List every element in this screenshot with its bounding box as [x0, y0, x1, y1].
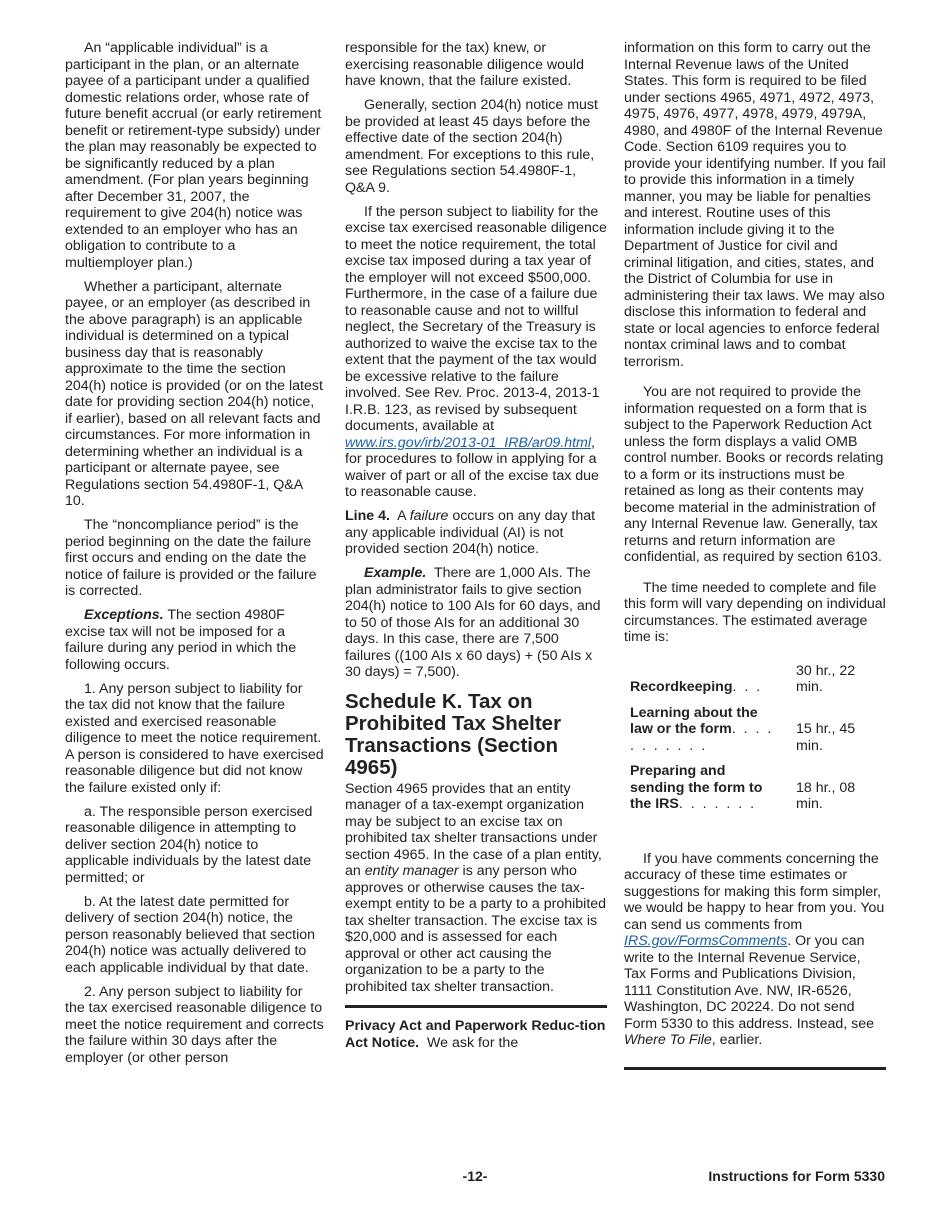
continued-paragraph: responsible for the tax) knew, or exercising reasonable diligence would have known, that the failure existed.: [345, 40, 584, 89]
comments-text-c: , earlier.: [711, 1032, 763, 1048]
page-footer: [65, 1168, 885, 1188]
privacy-act-heading: Privacy Act and Paperwork Reduc-tion Act Notice.: [345, 1018, 606, 1051]
time-needed-paragraph: The time needed to complete and file this form will vary depending on individual circumstances. The estimated average time is:: [624, 579, 886, 645]
schedule-k-paragraph: [345, 781, 607, 996]
section-divider: [345, 1005, 607, 1008]
time-row-preparing: [624, 760, 886, 819]
leader-dots: . . . . . . . . . . .: [630, 721, 774, 754]
exceptions-paragraph: [65, 607, 325, 673]
example-text: There are 1,000 AIs. The plan administrator fails to give section 204(h) notice to 100 AIs for 60 days, and to 50 of those AIs for an additional 30 days. In this case, there are 7,500 failures ((100 AIs x 60 days) + (50 AIs x 30 days) = 7,500).: [345, 565, 601, 680]
irb-link[interactable]: www.irs.gov/irb/2013-01_IRB/ar09.html: [345, 434, 592, 451]
line-4-paragraph: [345, 508, 607, 558]
time-value: 30 hr., 22 min.: [796, 662, 856, 695]
exception-item-a: a. The responsible person exercised reasonable diligence in attempting to deliver section 204(h) notice to applicable individuals by the latest date permitted; or: [65, 803, 313, 886]
where-to-file-emphasis: Where To File: [624, 1032, 712, 1048]
privacy-act-paragraph: [345, 1018, 607, 1051]
line-4-emphasis: failure: [409, 508, 449, 524]
time-value: 18 hr., 08 min.: [796, 779, 856, 812]
exception-item-1: 1. Any person subject to liability for the tax did not know that the failure existed and exercised reasonable diligence to meet the notice requirement. A person is considered to have exercised reasonable diligence but did not know the failure existed only if:: [65, 680, 324, 796]
exception-item-b: b. At the latest date permitted for delivery of section 204(h) notice, the person reasonably believed that section 204(h) notice was actually delivered to each applicable individual by that date.: [65, 893, 316, 976]
line-4-text-b: occurs on any day that any applicable individual (AI) is not provided section 204(h) notice.: [345, 508, 596, 557]
entity-manager-emphasis: entity manager: [364, 863, 459, 879]
privacy-act-text: We ask for the: [427, 1034, 519, 1051]
column-1: [65, 40, 325, 1074]
schedule-k-heading: Schedule K. Tax on Prohibited Tax Shelter Transactions (Section 4965): [345, 689, 562, 779]
exceptions-heading: Exceptions.: [84, 607, 164, 623]
time-label: Learning about the law or the form: [630, 704, 758, 737]
time-row-recordkeeping: [624, 660, 886, 702]
line-4-heading: Line 4.: [345, 508, 390, 524]
column-3: [624, 40, 886, 1070]
footer-title: Instructions for Form 5330: [708, 1168, 885, 1184]
time-row-learning: [624, 702, 886, 761]
noncompliance-period-paragraph: The “noncompliance period” is the period beginning on the date the failure first occurs and ending on the date the notice of failure is provided or the failure is corrected.: [65, 517, 317, 599]
time-estimates-table: [624, 660, 886, 819]
applicable-individual-paragraph: An “applicable individual” is a participant in the plan, or an alternate payee of a participant under a qualified domestic relations order, whose rate of future benefit accrual (or early retirement benefit or retirement-type subsidy) under the plan may reasonably be expected to be significantly reduced by a plan amendment. (For plan years beginning after December 31, 2007, the requirement to give 204(h) notice was extended to an employer who has an obligation to contribute to a multiemployer plan.): [65, 40, 322, 271]
time-label: Recordkeeping: [630, 679, 733, 695]
column-2: [345, 40, 607, 1059]
forms-comments-link[interactable]: IRS.gov/FormsComments: [624, 933, 788, 949]
leader-dots: . . .: [732, 679, 763, 695]
comments-text-b: . Or you can write to the Internal Revenue Service, Tax Forms and Publications Division, 1111 Constitution Ave. NW, IR-6526, Washington, DC 20224. Do not send Form 5330 to this address. Instead, see: [624, 933, 874, 1032]
diligence-text-b: , for procedures to follow in applying for a waiver of part or all of the excise tax due to reasonable cause.: [345, 434, 599, 500]
schedule-k-text-a: Section 4965 provides that an entity manager of a tax-exempt organization may be subject to an excise tax on prohibited tax shelter transactions under section 4965. In the case of a plan entity, an: [345, 780, 602, 879]
example-heading: Example.: [364, 565, 427, 581]
example-paragraph: [345, 565, 607, 681]
line-4-text-a: A: [397, 508, 406, 524]
notice-timing-paragraph: Generally, section 204(h) notice must be provided at least 45 days before the effective date of the section 204(h) amendment. For exceptions to this rule, see Regulations section 54.4980F-1, Q&A 9.: [345, 97, 598, 196]
time-label: Preparing and sending the form to the IRS: [630, 763, 763, 812]
omb-paragraph: You are not required to provide the information requested on a form that is subject to the Paperwork Reduction Act unless the form displays a valid OMB control number. Books or records relating to a form or its instructions must be retained as long as their contents may become material in the administration of any Internal Revenue law. Generally, tax returns and return information are confidential, as required by section 6103.: [624, 384, 884, 565]
diligence-text-a: If the person subject to liability for the excise tax exercised reasonable diligence to meet the notice requirement, the total excise tax imposed during a tax year of the employer will not exceed $500,000. Furthermore, in the case of a failure due to reasonable cause and not to willful neglect, the Secretary of the Treasury is authorized to waive the excise tax to the extent that the payment of the tax would be excessive relative to the failure involved. See Rev. Proc. 2013-4, 2013-1 I.R.B. 123, as revised by subsequent documents, available at: [345, 203, 607, 434]
privacy-continued-paragraph: information on this form to carry out the Internal Revenue laws of the United States. This form is required to be filed under sections 4965, 4971, 4972, 4973, 4975, 4976, 4977, 4978, 4979, 4979A, 4980, and 4980F of the Internal Revenue Code. Section 6109 requires you to provide your identifying number. If you fail to provide this information in a timely manner, you may be liable for penalties and interest. Routine uses of this information include giving it to the Department of Justice for civil and criminal litigation, and cities, states, and the District of Columbia for use in administering their tax laws. We may also disclose this information to federal and state or local agencies to enforce federal nontax criminal laws and to combat terrorism.: [624, 40, 886, 370]
determination-paragraph: Whether a participant, alternate payee, or an employer (as described in the above paragraph) is an applicable individual is determined on a typical business day that is reasonably approximate to the time the section 204(h) notice is provided (or on the latest date for providing section 204(h) notice, if earlier), based on all relevant facts and circumstances. For more information in determining whether an individual is a participant or alternate payee, see Regulations section 54.4980F-1, Q&A 10.: [65, 278, 323, 509]
exception-item-2: 2. Any person subject to liability for the tax exercised reasonable diligence to meet the notice requirement and corrects the failure within 30 days after the employer (or other person: [65, 983, 324, 1066]
comments-text-a: If you have comments concerning the accuracy of these time estimates or suggestions for making this form simpler, we would be happy to hear from you. You can send us comments from: [624, 850, 885, 933]
leader-dots: . . . . . . .: [678, 796, 757, 812]
page-number: -12-: [462, 1168, 488, 1184]
time-value: 15 hr., 45 min.: [796, 721, 856, 754]
exceptions-text: The section 4980F excise tax will not be imposed for a failure during any period in which the following occurs.: [65, 607, 297, 673]
schedule-k-text-b: is any person who approves or otherwise causes the tax-exempt entity to be a party to a prohibited tax shelter transaction. The excise tax is $20,000 and is assessed for each approval or other act causing the organization to be a party to the prohibited tax shelter transaction.: [345, 863, 607, 995]
reasonable-diligence-paragraph: [345, 204, 607, 501]
end-divider: [624, 1067, 886, 1070]
comments-paragraph: [624, 851, 886, 1049]
